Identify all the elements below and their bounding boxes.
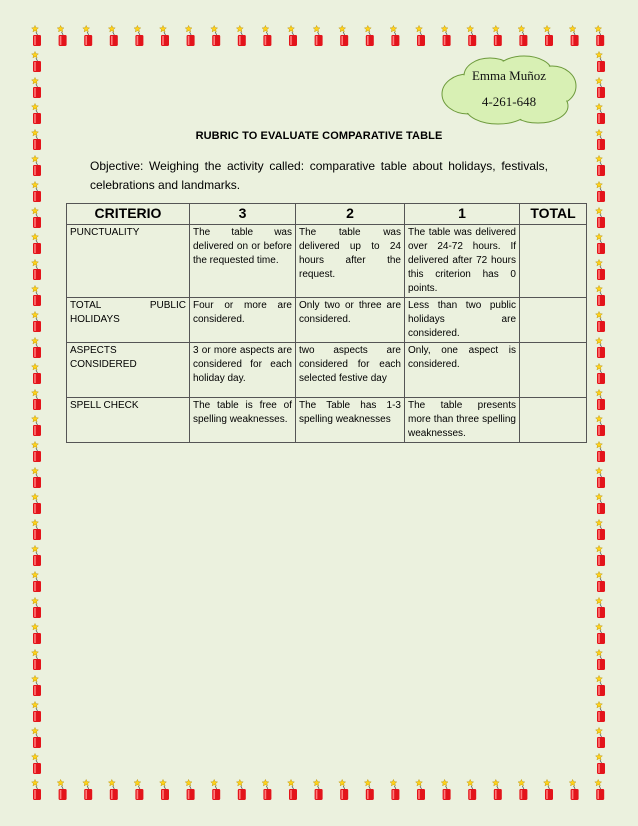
candle-icon bbox=[108, 25, 117, 46]
total-cell bbox=[520, 298, 587, 343]
criterion-cell: TOTAL PUBLIC HOLIDAYS bbox=[67, 298, 190, 343]
total-cell bbox=[520, 225, 587, 298]
candle-icon bbox=[32, 467, 41, 488]
score-1-cell: The table was delivered over 24-72 hours. If delivered after 72 hours this criterion has 0 points. bbox=[405, 225, 520, 298]
score-3-cell: The table was delivered on or before the requested time. bbox=[190, 225, 296, 298]
candle-icon bbox=[262, 779, 271, 800]
candle-icon bbox=[211, 25, 220, 46]
candle-icon bbox=[492, 25, 501, 46]
criterion-cell: SPELL CHECK bbox=[67, 398, 190, 443]
candle-icon bbox=[596, 285, 605, 306]
candle-icon bbox=[32, 415, 41, 436]
candle-icon bbox=[108, 779, 117, 800]
header-score-3: 3 bbox=[190, 204, 296, 225]
candle-icon bbox=[339, 779, 348, 800]
candle-icon bbox=[544, 25, 553, 46]
candle-icon bbox=[32, 727, 41, 748]
cloud-shape bbox=[438, 54, 580, 126]
candle-icon bbox=[288, 779, 297, 800]
student-id: 4-261-648 bbox=[481, 94, 537, 109]
candle-icon bbox=[492, 779, 501, 800]
candle-icon bbox=[441, 779, 450, 800]
student-name: Emma Muñoz bbox=[471, 68, 546, 83]
candle-icon bbox=[262, 25, 271, 46]
candle-icon bbox=[596, 233, 605, 254]
candle-icon bbox=[32, 675, 41, 696]
table-row bbox=[67, 298, 587, 343]
candle-icon bbox=[467, 779, 476, 800]
candle-icon bbox=[596, 103, 605, 124]
score-1-cell: The table presents more than three spelling weaknesses. bbox=[405, 398, 520, 443]
candle-icon bbox=[160, 779, 169, 800]
candle-icon bbox=[596, 181, 605, 202]
candle-icon bbox=[32, 441, 41, 462]
header-criterio: CRITERIO bbox=[67, 204, 190, 225]
candle-icon bbox=[596, 415, 605, 436]
candle-icon bbox=[339, 25, 348, 46]
candle-icon bbox=[134, 25, 143, 46]
candle-icon bbox=[185, 25, 194, 46]
table-row bbox=[67, 343, 587, 398]
candle-icon bbox=[236, 779, 245, 800]
candle-icon bbox=[467, 25, 476, 46]
candle-icon bbox=[596, 77, 605, 98]
candle-icon bbox=[32, 753, 41, 774]
candle-icon bbox=[364, 25, 373, 46]
score-3-cell: 3 or more aspects are considered for each holiday day. bbox=[190, 343, 296, 398]
candle-icon bbox=[596, 597, 605, 618]
candle-icon bbox=[288, 25, 297, 46]
candle-icon bbox=[32, 207, 41, 228]
candle-icon bbox=[57, 779, 66, 800]
candle-icon bbox=[596, 701, 605, 722]
candle-icon bbox=[32, 51, 41, 72]
candle-icon bbox=[390, 25, 399, 46]
candle-icon bbox=[32, 181, 41, 202]
candle-icon bbox=[569, 779, 578, 800]
candle-icon bbox=[596, 259, 605, 280]
score-2-cell: Only two or three are considered. bbox=[296, 298, 405, 343]
table-row bbox=[67, 225, 587, 298]
candle-icon bbox=[416, 25, 425, 46]
criterion-cell: ASPECTS CONSIDERED bbox=[67, 343, 190, 398]
candle-icon bbox=[185, 779, 194, 800]
candle-icon bbox=[596, 467, 605, 488]
candle-icon bbox=[595, 25, 604, 46]
candle-icon bbox=[313, 25, 322, 46]
candle-icon bbox=[596, 441, 605, 462]
candle-icon bbox=[32, 493, 41, 514]
total-cell bbox=[520, 398, 587, 443]
candle-icon bbox=[211, 779, 220, 800]
header-score-2: 2 bbox=[296, 204, 405, 225]
candle-icon bbox=[83, 779, 92, 800]
candle-icon bbox=[32, 597, 41, 618]
score-2-cell: The Table has 1-3 spelling weaknesses bbox=[296, 398, 405, 443]
score-3-cell: Four or more are considered. bbox=[190, 298, 296, 343]
candle-icon bbox=[32, 545, 41, 566]
candle-icon bbox=[596, 363, 605, 384]
candle-icon bbox=[596, 493, 605, 514]
candle-icon bbox=[32, 701, 41, 722]
candle-icon bbox=[569, 25, 578, 46]
candle-icon bbox=[32, 649, 41, 670]
candle-icon bbox=[134, 779, 143, 800]
candle-icon bbox=[596, 649, 605, 670]
candle-icon bbox=[596, 753, 605, 774]
page-title: RUBRIC TO EVALUATE COMPARATIVE TABLE bbox=[195, 130, 443, 142]
candle-icon bbox=[32, 155, 41, 176]
candle-icon bbox=[236, 25, 245, 46]
candle-icon bbox=[596, 519, 605, 540]
objective-text: Objective: Weighing the activity called: comparative table about holidays, festivals, celebrations and landmarks. bbox=[90, 159, 548, 192]
candle-icon bbox=[32, 259, 41, 280]
candle-icon bbox=[32, 77, 41, 98]
candle-icon bbox=[596, 155, 605, 176]
candle-icon bbox=[596, 207, 605, 228]
candle-icon bbox=[596, 727, 605, 748]
candle-icon bbox=[32, 233, 41, 254]
header-score-1: 1 bbox=[405, 204, 520, 225]
candle-icon bbox=[57, 25, 66, 46]
criterion-cell: PUNCTUALITY bbox=[67, 225, 190, 298]
candle-icon bbox=[596, 389, 605, 410]
candle-icon bbox=[32, 285, 41, 306]
candle-icon bbox=[313, 779, 322, 800]
score-2-cell: The table was delivered up to 24 hours after the request. bbox=[296, 225, 405, 298]
candle-icon bbox=[544, 779, 553, 800]
candle-icon bbox=[390, 779, 399, 800]
candle-icon bbox=[32, 337, 41, 358]
candle-icon bbox=[32, 623, 41, 644]
candle-icon bbox=[364, 779, 373, 800]
candle-icon bbox=[32, 103, 41, 124]
rubric-table bbox=[66, 203, 587, 443]
score-1-cell: Only, one aspect is considered. bbox=[405, 343, 520, 398]
candle-icon bbox=[32, 25, 41, 46]
candle-icon bbox=[595, 779, 604, 800]
candle-icon bbox=[32, 311, 41, 332]
candle-icon bbox=[596, 571, 605, 592]
candle-icon bbox=[32, 363, 41, 384]
candle-icon bbox=[596, 337, 605, 358]
total-cell bbox=[520, 343, 587, 398]
candle-icon bbox=[32, 519, 41, 540]
candle-icon bbox=[596, 545, 605, 566]
candle-icon bbox=[518, 779, 527, 800]
candle-icon bbox=[596, 51, 605, 72]
candle-icon bbox=[596, 311, 605, 332]
candle-icon bbox=[32, 571, 41, 592]
candle-icon bbox=[441, 25, 450, 46]
candle-icon bbox=[596, 623, 605, 644]
candle-icon bbox=[518, 25, 527, 46]
candle-icon bbox=[83, 25, 92, 46]
candle-icon bbox=[416, 779, 425, 800]
candle-icon bbox=[596, 675, 605, 696]
candle-icon bbox=[160, 25, 169, 46]
rubric-header-row bbox=[67, 204, 587, 225]
student-info-cloud bbox=[438, 54, 580, 126]
score-2-cell: two aspects are considered for each selected festive day bbox=[296, 343, 405, 398]
header-total: TOTAL bbox=[520, 204, 587, 225]
score-3-cell: The table is free of spelling weaknesses. bbox=[190, 398, 296, 443]
candle-icon bbox=[32, 779, 41, 800]
candle-icon bbox=[32, 389, 41, 410]
table-row bbox=[67, 398, 587, 443]
score-1-cell: Less than two public holidays are considered. bbox=[405, 298, 520, 343]
